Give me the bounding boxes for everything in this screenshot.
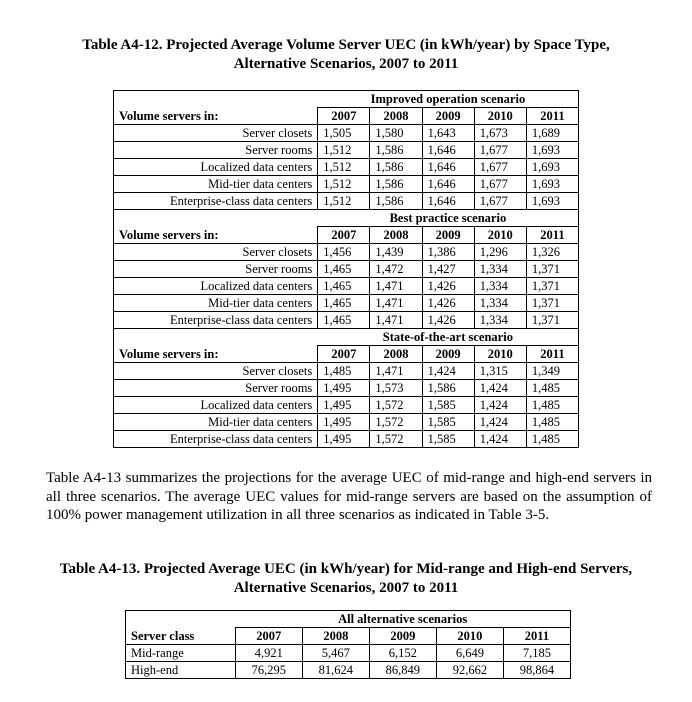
uec-value: 1,586 xyxy=(422,380,474,397)
uec-value: 1,424 xyxy=(474,380,526,397)
uec-value: 1,585 xyxy=(422,397,474,414)
group-title: All alternative scenarios xyxy=(235,611,570,628)
uec-value: 1,439 xyxy=(370,244,422,261)
blank-cell xyxy=(114,210,318,227)
uec-value: 1,426 xyxy=(422,312,474,329)
blank-cell xyxy=(114,329,318,346)
uec-value: 1,586 xyxy=(370,176,422,193)
table-row xyxy=(114,295,579,312)
uec-value: 1,426 xyxy=(422,278,474,295)
table-row xyxy=(114,414,579,431)
year-header: 2007 xyxy=(235,628,302,645)
uec-value: 1,471 xyxy=(370,278,422,295)
uec-value: 1,334 xyxy=(474,295,526,312)
uec-value: 1,677 xyxy=(474,193,526,210)
uec-value: 1,505 xyxy=(318,125,370,142)
table-row xyxy=(114,380,579,397)
uec-value: 1,693 xyxy=(526,193,578,210)
year-header: 2007 xyxy=(318,227,370,244)
uec-value: 1,512 xyxy=(318,193,370,210)
uec-value: 5,467 xyxy=(302,645,369,662)
server-class-label: High-end xyxy=(126,662,236,679)
year-header: 2009 xyxy=(369,628,436,645)
year-header: 2009 xyxy=(422,227,474,244)
uec-value: 7,185 xyxy=(503,645,570,662)
space-type-label: Server closets xyxy=(114,244,318,261)
space-type-label: Localized data centers xyxy=(114,159,318,176)
uec-value: 1,471 xyxy=(370,363,422,380)
table-row xyxy=(114,142,579,159)
uec-value: 1,334 xyxy=(474,312,526,329)
uec-value: 1,471 xyxy=(370,312,422,329)
uec-value: 1,512 xyxy=(318,159,370,176)
uec-value: 1,326 xyxy=(526,244,578,261)
uec-value: 1,485 xyxy=(526,414,578,431)
scenario-title: Best practice scenario xyxy=(318,210,579,227)
year-header: 2007 xyxy=(318,108,370,125)
uec-value: 6,649 xyxy=(436,645,503,662)
uec-value: 1,512 xyxy=(318,142,370,159)
space-type-label: Mid-tier data centers xyxy=(114,414,318,431)
year-header: 2008 xyxy=(370,108,422,125)
uec-value: 1,693 xyxy=(526,176,578,193)
blank-cell xyxy=(114,91,318,108)
body-paragraph: Table A4-13 summarizes the projections for the average UEC of mid-range and high-end servers in all three scenarios. The average UEC values for mid-range servers are based on the assumption of 100% power management utilization in all three scenarios as indicated in Table 3-5. xyxy=(46,470,652,523)
group-title-row xyxy=(126,611,571,628)
table-row xyxy=(126,645,571,662)
uec-value: 1,424 xyxy=(474,397,526,414)
uec-value: 1,427 xyxy=(422,261,474,278)
uec-value: 1,371 xyxy=(526,295,578,312)
uec-value: 1,371 xyxy=(526,278,578,295)
year-header: 2010 xyxy=(436,628,503,645)
caption-line-1: Table A4-13. Projected Average UEC (in kWh/year) for Mid-range and High-end Servers, xyxy=(59,561,633,577)
year-header: 2011 xyxy=(526,346,578,363)
scenario-title: Improved operation scenario xyxy=(318,91,579,108)
table-row xyxy=(114,244,579,261)
uec-value: 1,585 xyxy=(422,414,474,431)
year-header-row xyxy=(114,346,579,363)
uec-value: 1,465 xyxy=(318,278,370,295)
uec-value: 1,315 xyxy=(474,363,526,380)
uec-value: 1,585 xyxy=(422,431,474,448)
uec-value: 1,426 xyxy=(422,295,474,312)
uec-value: 6,152 xyxy=(369,645,436,662)
blank-cell xyxy=(126,611,236,628)
uec-value: 1,586 xyxy=(370,159,422,176)
uec-value: 1,371 xyxy=(526,312,578,329)
uec-value: 1,573 xyxy=(370,380,422,397)
table-row xyxy=(114,363,579,380)
space-type-label: Server rooms xyxy=(114,142,318,159)
uec-value: 1,677 xyxy=(474,176,526,193)
year-header: 2011 xyxy=(526,108,578,125)
uec-value: 4,921 xyxy=(235,645,302,662)
space-type-label: Localized data centers xyxy=(114,397,318,414)
row-header: Volume servers in: xyxy=(114,227,318,244)
table-row xyxy=(114,261,579,278)
uec-value: 1,296 xyxy=(474,244,526,261)
table-row xyxy=(114,312,579,329)
table-a4-13-caption xyxy=(0,560,692,598)
uec-value: 1,424 xyxy=(474,414,526,431)
uec-value: 1,677 xyxy=(474,159,526,176)
uec-value: 1,485 xyxy=(526,397,578,414)
space-type-label: Mid-tier data centers xyxy=(114,295,318,312)
uec-value: 1,472 xyxy=(370,261,422,278)
table-row xyxy=(114,159,579,176)
uec-value: 1,485 xyxy=(318,363,370,380)
uec-value: 1,512 xyxy=(318,176,370,193)
uec-value: 1,495 xyxy=(318,414,370,431)
table-a4-13 xyxy=(125,610,571,679)
uec-value: 1,580 xyxy=(370,125,422,142)
space-type-label: Mid-tier data centers xyxy=(114,176,318,193)
uec-value: 86,849 xyxy=(369,662,436,679)
uec-value: 1,485 xyxy=(526,431,578,448)
uec-value: 1,677 xyxy=(474,142,526,159)
row-header: Volume servers in: xyxy=(114,108,318,125)
uec-value: 1,495 xyxy=(318,397,370,414)
year-header: 2009 xyxy=(422,108,474,125)
uec-value: 1,646 xyxy=(422,142,474,159)
table-row xyxy=(114,397,579,414)
uec-value: 1,646 xyxy=(422,176,474,193)
uec-value: 1,643 xyxy=(422,125,474,142)
year-header: 2010 xyxy=(474,346,526,363)
uec-value: 1,334 xyxy=(474,278,526,295)
uec-value: 1,646 xyxy=(422,159,474,176)
table-a4-12 xyxy=(113,90,579,448)
uec-value: 1,471 xyxy=(370,295,422,312)
table-row xyxy=(114,176,579,193)
row-header: Server class xyxy=(126,628,236,645)
year-header: 2008 xyxy=(370,346,422,363)
row-header: Volume servers in: xyxy=(114,346,318,363)
uec-value: 1,693 xyxy=(526,159,578,176)
uec-value: 81,624 xyxy=(302,662,369,679)
caption-line-2: Alternative Scenarios, 2007 to 2011 xyxy=(233,56,459,72)
uec-value: 1,673 xyxy=(474,125,526,142)
uec-value: 92,662 xyxy=(436,662,503,679)
uec-value: 1,465 xyxy=(318,261,370,278)
uec-value: 1,349 xyxy=(526,363,578,380)
uec-value: 1,572 xyxy=(370,414,422,431)
year-header-row xyxy=(114,227,579,244)
uec-value: 1,572 xyxy=(370,397,422,414)
uec-value: 1,424 xyxy=(474,431,526,448)
uec-value: 1,424 xyxy=(422,363,474,380)
space-type-label: Server closets xyxy=(114,363,318,380)
space-type-label: Server rooms xyxy=(114,380,318,397)
year-header: 2008 xyxy=(302,628,369,645)
table-row xyxy=(114,125,579,142)
uec-value: 1,485 xyxy=(526,380,578,397)
uec-value: 1,371 xyxy=(526,261,578,278)
year-header: 2007 xyxy=(318,346,370,363)
uec-value: 1,586 xyxy=(370,142,422,159)
caption-line-1: Table A4-12. Projected Average Volume Server UEC (in kWh/year) by Space Type, xyxy=(82,37,610,53)
year-header: 2010 xyxy=(474,108,526,125)
space-type-label: Localized data centers xyxy=(114,278,318,295)
space-type-label: Enterprise-class data centers xyxy=(114,312,318,329)
uec-value: 76,295 xyxy=(235,662,302,679)
uec-value: 1,465 xyxy=(318,295,370,312)
uec-value: 1,456 xyxy=(318,244,370,261)
space-type-label: Enterprise-class data centers xyxy=(114,193,318,210)
year-header-row xyxy=(114,108,579,125)
scenario-title-row xyxy=(114,329,579,346)
table-row xyxy=(126,662,571,679)
scenario-title: State-of-the-art scenario xyxy=(318,329,579,346)
scenario-title-row xyxy=(114,91,579,108)
space-type-label: Server closets xyxy=(114,125,318,142)
uec-value: 1,572 xyxy=(370,431,422,448)
uec-value: 1,495 xyxy=(318,431,370,448)
uec-value: 1,646 xyxy=(422,193,474,210)
uec-value: 1,386 xyxy=(422,244,474,261)
table-row xyxy=(114,278,579,295)
table-row xyxy=(114,193,579,210)
scenario-title-row xyxy=(114,210,579,227)
year-header: 2010 xyxy=(474,227,526,244)
space-type-label: Server rooms xyxy=(114,261,318,278)
year-header: 2008 xyxy=(370,227,422,244)
year-header: 2011 xyxy=(526,227,578,244)
year-header: 2011 xyxy=(503,628,570,645)
uec-value: 1,693 xyxy=(526,142,578,159)
caption-line-2: Alternative Scenarios, 2007 to 2011 xyxy=(233,580,459,596)
year-header: 2009 xyxy=(422,346,474,363)
uec-value: 1,586 xyxy=(370,193,422,210)
space-type-label: Enterprise-class data centers xyxy=(114,431,318,448)
table-a4-12-caption xyxy=(0,36,692,74)
uec-value: 98,864 xyxy=(503,662,570,679)
uec-value: 1,334 xyxy=(474,261,526,278)
server-class-label: Mid-range xyxy=(126,645,236,662)
uec-value: 1,465 xyxy=(318,312,370,329)
uec-value: 1,495 xyxy=(318,380,370,397)
table-row xyxy=(114,431,579,448)
year-header-row xyxy=(126,628,571,645)
uec-value: 1,689 xyxy=(526,125,578,142)
